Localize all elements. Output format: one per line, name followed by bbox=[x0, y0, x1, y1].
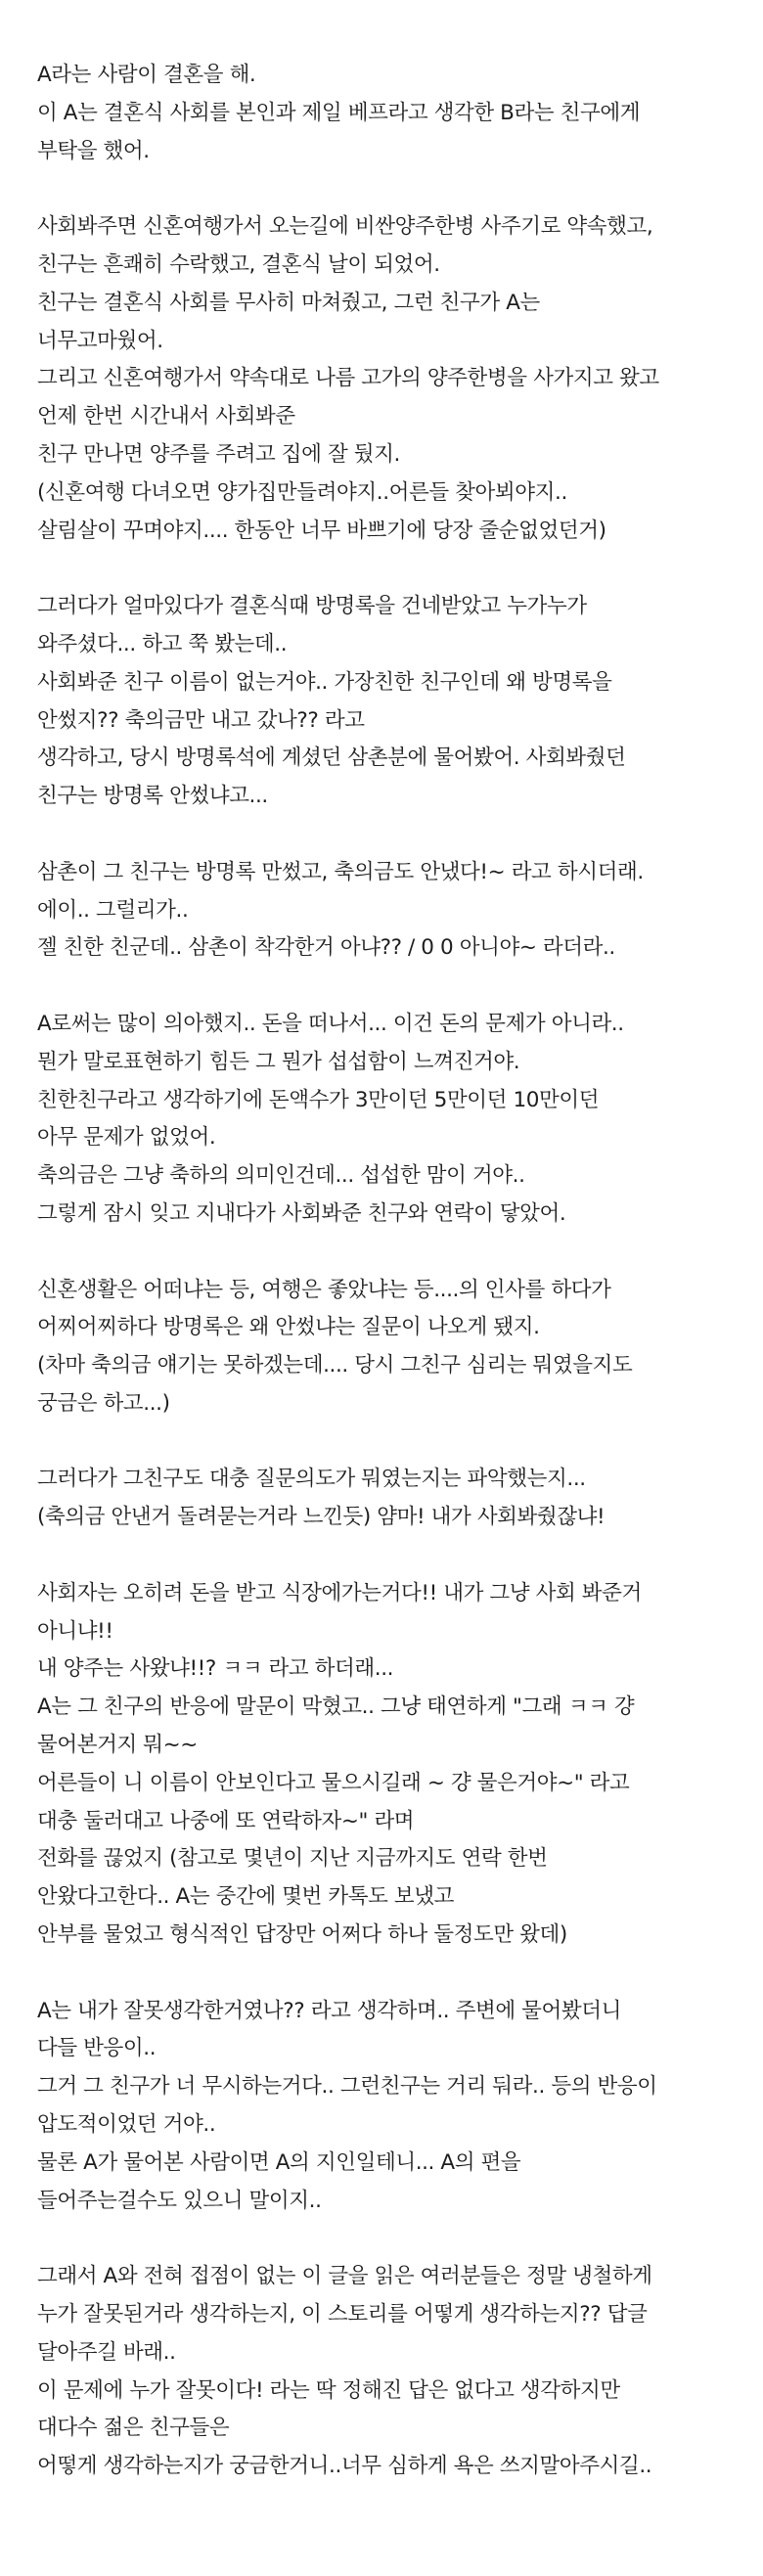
text-line: 신혼생활은 어떠냐는 등, 여행은 좋았냐는 등....의 인사를 하다가 bbox=[37, 1277, 611, 1302]
text-line: 그렇게 잠시 잊고 지내다가 사회봐준 친구와 연락이 닿았어. bbox=[37, 1200, 566, 1226]
text-line: 물어본거지 뭐~~ bbox=[37, 1733, 198, 1758]
text-line: A라는 사람이 결혼을 해. bbox=[37, 63, 256, 87]
paragraph-2 bbox=[37, 208, 751, 550]
text-line: 어른들이 니 이름이 안보인다고 물으시길래 ~ 걍 물은거야~" 라고 bbox=[37, 1770, 630, 1795]
text-line: 친한친구라고 생각하기에 돈액수가 3만이던 5만이던 10만이던 bbox=[37, 1087, 600, 1112]
text-line: 친구 만나면 양주를 주려고 집에 잘 뒀지. bbox=[37, 441, 400, 467]
text-line: A는 그 친구의 반응에 말문이 막혔고.. 그냥 태연하게 "그래 ㅋㅋ 걍 bbox=[37, 1695, 635, 1720]
text-line: 친구는 결혼식 사회를 무사히 마쳐줬고, 그런 친구가 A는 bbox=[37, 290, 540, 315]
paragraph-6 bbox=[37, 1272, 751, 1424]
paragraph-9 bbox=[37, 1993, 751, 2221]
text-line: 누가 잘못된거라 생각하는지, 이 스토리를 어떻게 생각하는지?? 답글 bbox=[37, 2302, 648, 2327]
text-line: 그거 그 친구가 너 무시하는거다.. 그런친구는 거리 둬라.. 등의 반응이 bbox=[37, 2074, 657, 2100]
text-line: 친구는 방명록 안썼냐고... bbox=[37, 784, 268, 809]
text-line: (차마 축의금 얘기는 못하겠는데.... 당시 그친구 심리는 뭐였을지도 bbox=[37, 1353, 633, 1378]
text-line: 다들 반응이.. bbox=[37, 2036, 157, 2061]
text-line: 삼촌이 그 친구는 방명록 만썼고, 축의금도 안냈다!~ 라고 하시더래. bbox=[37, 859, 644, 884]
post-body bbox=[37, 57, 751, 2486]
paragraph-1 bbox=[37, 57, 751, 170]
text-line: A로써는 많이 의아했지.. 돈을 떠나서... 이건 돈의 문제가 아니라.. bbox=[37, 1011, 624, 1036]
text-line: A는 내가 잘못생각한거였나?? 라고 생각하며.. 주변에 물어봤더니 bbox=[37, 1998, 622, 2023]
text-line: 이 문제에 누가 잘못이다! 라는 딱 정해진 답은 없다고 생각하지만 bbox=[37, 2377, 620, 2403]
text-line: 어찌어찌하다 방명록은 왜 안썼냐는 질문이 나오게 됐지. bbox=[37, 1315, 540, 1340]
text-line: 그러다가 그친구도 대충 질문의도가 뭐였는지는 파악했는지... bbox=[37, 1467, 586, 1492]
paragraph-10 bbox=[37, 2258, 751, 2486]
text-line: 아무 문제가 없었어. bbox=[37, 1125, 216, 1151]
text-line: 에이.. 그럴리가.. bbox=[37, 897, 189, 923]
text-line: 그러다가 얼마있다가 결혼식때 방명록을 건네받았고 누가누가 bbox=[37, 594, 587, 619]
paragraph-4 bbox=[37, 854, 751, 968]
text-line: 들어주는걸수도 있으니 말이지.. bbox=[37, 2188, 322, 2213]
text-line: 너무고마웠어. bbox=[37, 328, 163, 353]
text-line: 달아주길 바래.. bbox=[37, 2339, 176, 2365]
text-line: 친구는 흔쾌히 수락했고, 결혼식 날이 되었어. bbox=[37, 251, 440, 277]
text-line: 전화를 끊었지 (참고로 몇년이 지난 지금까지도 연락 한번 bbox=[37, 1846, 548, 1872]
text-line: 안부를 물었고 형식적인 답장만 어쩌다 하나 둘정도만 왔데) bbox=[37, 1922, 567, 1948]
text-line: 생각하고, 당시 방명록석에 계셨던 삼촌분에 물어봤어. 사회봐줬던 bbox=[37, 746, 626, 771]
text-line: 젤 친한 친군데.. 삼촌이 착각한거 아냐?? / 0 0 아니야~ 라더라.. bbox=[37, 935, 615, 961]
text-line: 그래서 A와 전혀 접점이 없는 이 글을 읽은 여러분들은 정말 냉철하게 bbox=[37, 2264, 652, 2289]
text-line: 압도적이었던 거야.. bbox=[37, 2112, 216, 2138]
text-line: 안왔다고한다.. A는 중간에 몇번 카톡도 보냈고 bbox=[37, 1884, 454, 1910]
text-line: 대다수 젊은 친구들은 bbox=[37, 2416, 230, 2441]
text-line: 안썼지?? 축의금만 내고 갔나?? 라고 bbox=[37, 707, 365, 733]
text-line: 축의금은 그냥 축하의 의미인건데... 섭섭한 맘이 거야.. bbox=[37, 1163, 525, 1189]
text-line: 뭔가 말로표현하기 힘든 그 뭔가 섭섭함이 느껴진거야. bbox=[37, 1049, 520, 1074]
text-line: 부탁을 했어. bbox=[37, 138, 150, 163]
paragraph-7 bbox=[37, 1461, 751, 1537]
text-line: 와주셨다... 하고 쭉 봤는데.. bbox=[37, 631, 288, 656]
text-line: 사회자는 오히려 돈을 받고 식장에가는거다!! 내가 그냥 사회 봐준거 bbox=[37, 1580, 642, 1605]
text-line: 대충 둘러대고 나중에 또 연락하자~" 라며 bbox=[37, 1808, 415, 1833]
paragraph-8 bbox=[37, 1575, 751, 1955]
text-line: 내 양주는 사왔냐!!? ㅋㅋ 라고 하더래... bbox=[37, 1656, 394, 1682]
text-line: 살림살이 꾸며야지.... 한동안 너무 바쁘기에 당장 줄순없었던거) bbox=[37, 518, 606, 543]
text-line: 사회봐주면 신혼여행가서 오는길에 비싼양주한병 사주기로 약속했고, bbox=[37, 214, 653, 240]
text-line: 그리고 신혼여행가서 약속대로 나름 고가의 양주한병을 사가지고 왔고 bbox=[37, 366, 659, 391]
text-line: 아니냐!! bbox=[37, 1618, 113, 1644]
text-line: (축의금 안낸거 돌려묻는거라 느낀듯) 얌마! 내가 사회봐줬잖냐! bbox=[37, 1505, 606, 1530]
paragraph-3 bbox=[37, 588, 751, 816]
text-line: 궁금은 하고...) bbox=[37, 1390, 170, 1416]
text-line: (신혼여행 다녀오면 양가집만들려야지..어른들 찾아뵈야지.. bbox=[37, 479, 567, 505]
text-line: 이 A는 결혼식 사회를 본인과 제일 베프라고 생각한 B라는 친구에게 bbox=[37, 100, 641, 125]
text-line: 어떻게 생각하는지가 궁금한거니..너무 심하게 욕은 쓰지말아주시길.. bbox=[37, 2454, 652, 2479]
text-line: 사회봐준 친구 이름이 없는거야.. 가장친한 친구인데 왜 방명록을 bbox=[37, 669, 612, 695]
text-line: 물론 A가 물어본 사람이면 A의 지인일테니... A의 편을 bbox=[37, 2149, 521, 2175]
text-line: 언제 한번 시간내서 사회봐준 bbox=[37, 404, 295, 429]
paragraph-5 bbox=[37, 1006, 751, 1234]
